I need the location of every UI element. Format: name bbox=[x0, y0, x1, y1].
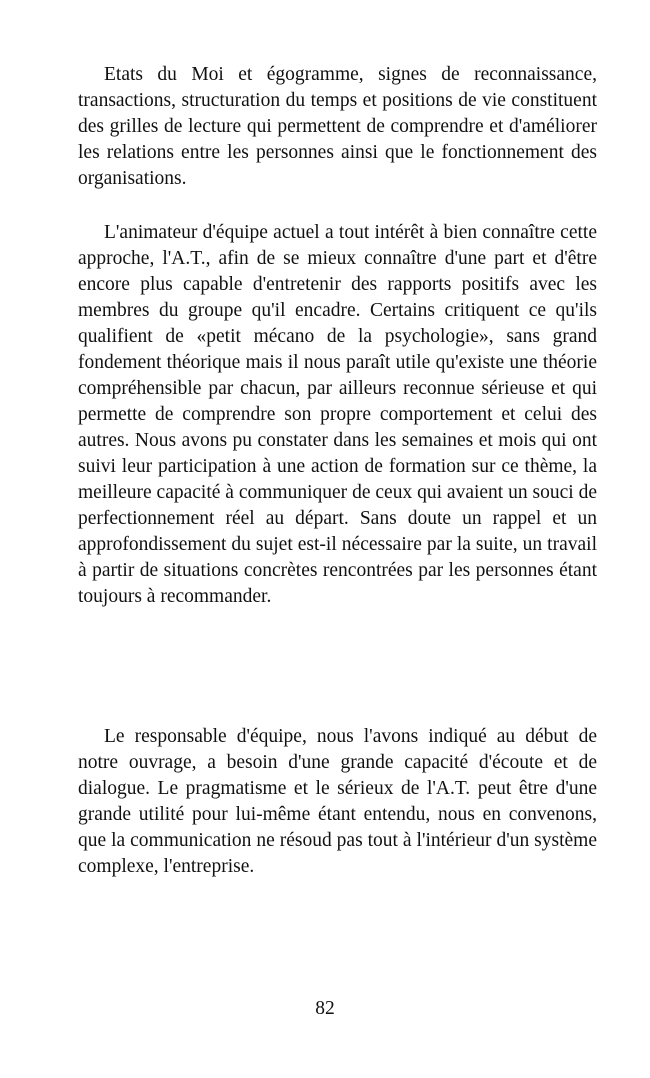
page-number: 82 bbox=[315, 998, 335, 1019]
paragraph-team-leader-approach: L'animateur d'équipe actuel a tout intérêt à bien connaître cette approche, l'A.T., afin de se mieux connaître d'une part et d'être encore plus capable d'entretenir des rapports positifs avec les membres du groupe qu'il encadre. Certains critiquent ce qu'ils qualifient de «petit mécano de la psychologie», sans grand fondement théorique mais il nous paraît utile qu'existe une théorie compréhensible par chacun, par ailleurs reconnue sérieuse et qui permette de comprendre son propre comportement et celui des autres. Nous avons pu constater dans les semaines et mois qui ont suivi leur participation à une action de formation sur ce thème, la meilleure capacité à communiquer de ceux qui avaient un souci de perfectionnement réel au départ. Sans doute un rappel et un approfondissement du sujet est-il nécessaire par la suite, un travail à partir de situations concrètes rencontrées par les personnes étant toujours à recommander. bbox=[78, 222, 597, 607]
paragraph-team-manager-listening: Le responsable d'équipe, nous l'avons indiqué au début de notre ouvrage, a besoin d'une grande capacité d'écoute et de dialogue. Le pragmatisme et le sérieux de l'A.T. peut être d'une grande utilité pour lui-même étant entendu, nous en convenons, que la communication ne résoud pas tout à l'intérieur d'un système complexe, l'entreprise. bbox=[78, 726, 597, 877]
paragraph-ego-states: Etats du Moi et égogramme, signes de reconnaissance, transactions, structuration du temps et positions de vie constituent des grilles de lecture qui permettent de comprendre et d'améliorer les relations entre les personnes ainsi que le fonctionnement des organisations. bbox=[78, 64, 597, 189]
